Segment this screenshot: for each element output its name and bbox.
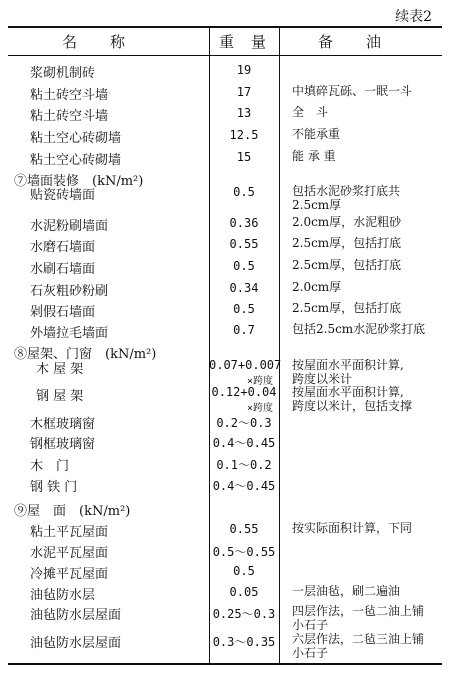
row-name: 粘土砖空斗墙	[30, 88, 109, 103]
row-name: 油毡防水层屋面	[30, 608, 122, 623]
row-weight: 0.4～0.45	[212, 436, 276, 450]
row-name: 剁假石墙面	[30, 305, 96, 320]
row-weight: 0.4～0.45	[212, 479, 276, 493]
row-remark: 不能承重	[292, 127, 341, 141]
row-weight: 0.55	[229, 522, 259, 536]
row-remark: 六层作法，二毡三油上铺	[292, 632, 425, 646]
row-name: 冷摊平瓦屋面	[30, 567, 109, 582]
row-weight: 0.5	[233, 302, 255, 316]
row-name: 水泥粉刷墙面	[30, 219, 109, 234]
section-heading: ⑧屋架、门窗 (kN/m²)	[14, 347, 157, 362]
row-weight: 0.5～0.55	[212, 545, 276, 559]
row-name: 石灰粗砂粉刷	[30, 284, 109, 299]
row-name: 粘土平瓦屋面	[30, 525, 109, 540]
row-weight: 0.3～0.35	[212, 635, 276, 649]
row-remark-line2: 小石子	[292, 646, 329, 660]
row-remark: 按屋面水平面积计算,	[292, 358, 404, 372]
row-name: 木 屋 架	[36, 362, 84, 377]
row-remark-line2: 跨度以米计	[292, 372, 353, 386]
row-name: 钢框玻璃窗	[30, 437, 96, 452]
row-remark: 一层油毡，刷二遍油	[292, 584, 401, 598]
row-weight: 12.5	[229, 128, 259, 142]
row-weight: 0.5	[233, 185, 255, 199]
row-weight: 0.55	[229, 237, 259, 251]
row-remark: 全 斗	[292, 105, 329, 119]
row-weight: 0.34	[229, 281, 259, 295]
row-weight: 15	[236, 150, 252, 164]
row-weight: 19	[236, 63, 252, 77]
row-name: 粘土空心砖砌墙	[30, 131, 122, 146]
row-weight: 0.1～0.2	[216, 458, 272, 472]
row-remark: 包括水泥砂浆打底共	[292, 184, 401, 198]
header-weight: 重 量	[219, 33, 268, 51]
row-remark: 包括2.5cm水泥砂浆打底	[292, 322, 426, 336]
row-remark-line2: 小石子	[292, 618, 329, 632]
row-name: 粘土空心砖砌墙	[30, 153, 122, 168]
row-name: 钢 屋 架	[36, 389, 84, 404]
section-heading: ⑨屋 面 (kN/m²)	[14, 504, 131, 519]
row-remark-line2: 跨度以米计，包括支撑	[292, 399, 413, 413]
row-weight: 0.36	[229, 216, 259, 230]
row-name: 水磨石墙面	[30, 240, 96, 255]
row-remark: 2.5cm厚，包括打底	[292, 258, 402, 272]
row-weight-unit: ×跨度	[246, 403, 273, 414]
row-remark: 2.5cm厚，包括打底	[292, 301, 402, 315]
row-name: 水刷石墙面	[30, 262, 96, 277]
row-remark: 四层作法，一毡二油上铺	[292, 604, 425, 618]
row-name: 水泥平瓦屋面	[30, 546, 109, 561]
row-weight-unit: ×跨度	[246, 376, 273, 387]
row-remark: 能 承 重	[292, 149, 336, 163]
header-name: 名 称	[62, 33, 127, 51]
row-weight: 0.5	[233, 259, 255, 273]
row-name: 木框玻璃窗	[30, 417, 96, 432]
row-remark: 按实际面积计算，下同	[292, 521, 413, 535]
row-name: 油毡防水层	[30, 588, 96, 603]
row-name: 外墙拉毛墙面	[30, 326, 109, 341]
table-header-rule	[8, 55, 442, 56]
row-remark: 中填碎瓦砾、一眠一斗	[292, 84, 413, 98]
row-remark-line2: 2.5cm厚	[292, 198, 342, 212]
row-weight: 0.5	[233, 564, 255, 578]
row-remark: 2.0cm厚	[292, 280, 342, 294]
row-remark: 2.5cm厚，包括打底	[292, 236, 402, 250]
column-divider-2	[279, 26, 280, 663]
header-remark: 备 油	[318, 33, 383, 51]
row-weight: 0.7	[233, 323, 255, 337]
row-weight: 13	[236, 106, 252, 120]
row-weight: 0.25～0.3	[212, 607, 276, 621]
row-name: 油毡防水层屋面	[30, 636, 122, 651]
row-name: 钢 铁 门	[30, 480, 78, 495]
table-bottom-rule	[8, 663, 442, 665]
section-heading: ⑦墙面装修 (kN/m²)	[14, 174, 144, 189]
row-name: 浆砌机制砖	[30, 66, 96, 81]
row-weight: 0.07+0.007	[209, 358, 282, 372]
row-weight: 0.2～0.3	[216, 416, 272, 430]
row-weight: 0.12+0.04	[211, 385, 277, 399]
table-top-rule	[8, 26, 442, 28]
continued-label: 续表2	[395, 9, 432, 25]
row-remark: 按屋面水平面积计算,	[292, 385, 404, 399]
row-weight: 0.05	[229, 585, 259, 599]
row-name: 贴瓷砖墙面	[30, 188, 96, 203]
row-remark: 2.0cm厚，水泥粗砂	[292, 215, 402, 229]
row-name: 木 门	[30, 459, 70, 474]
row-name: 粘土砖空斗墙	[30, 109, 109, 124]
row-weight: 17	[236, 85, 252, 99]
